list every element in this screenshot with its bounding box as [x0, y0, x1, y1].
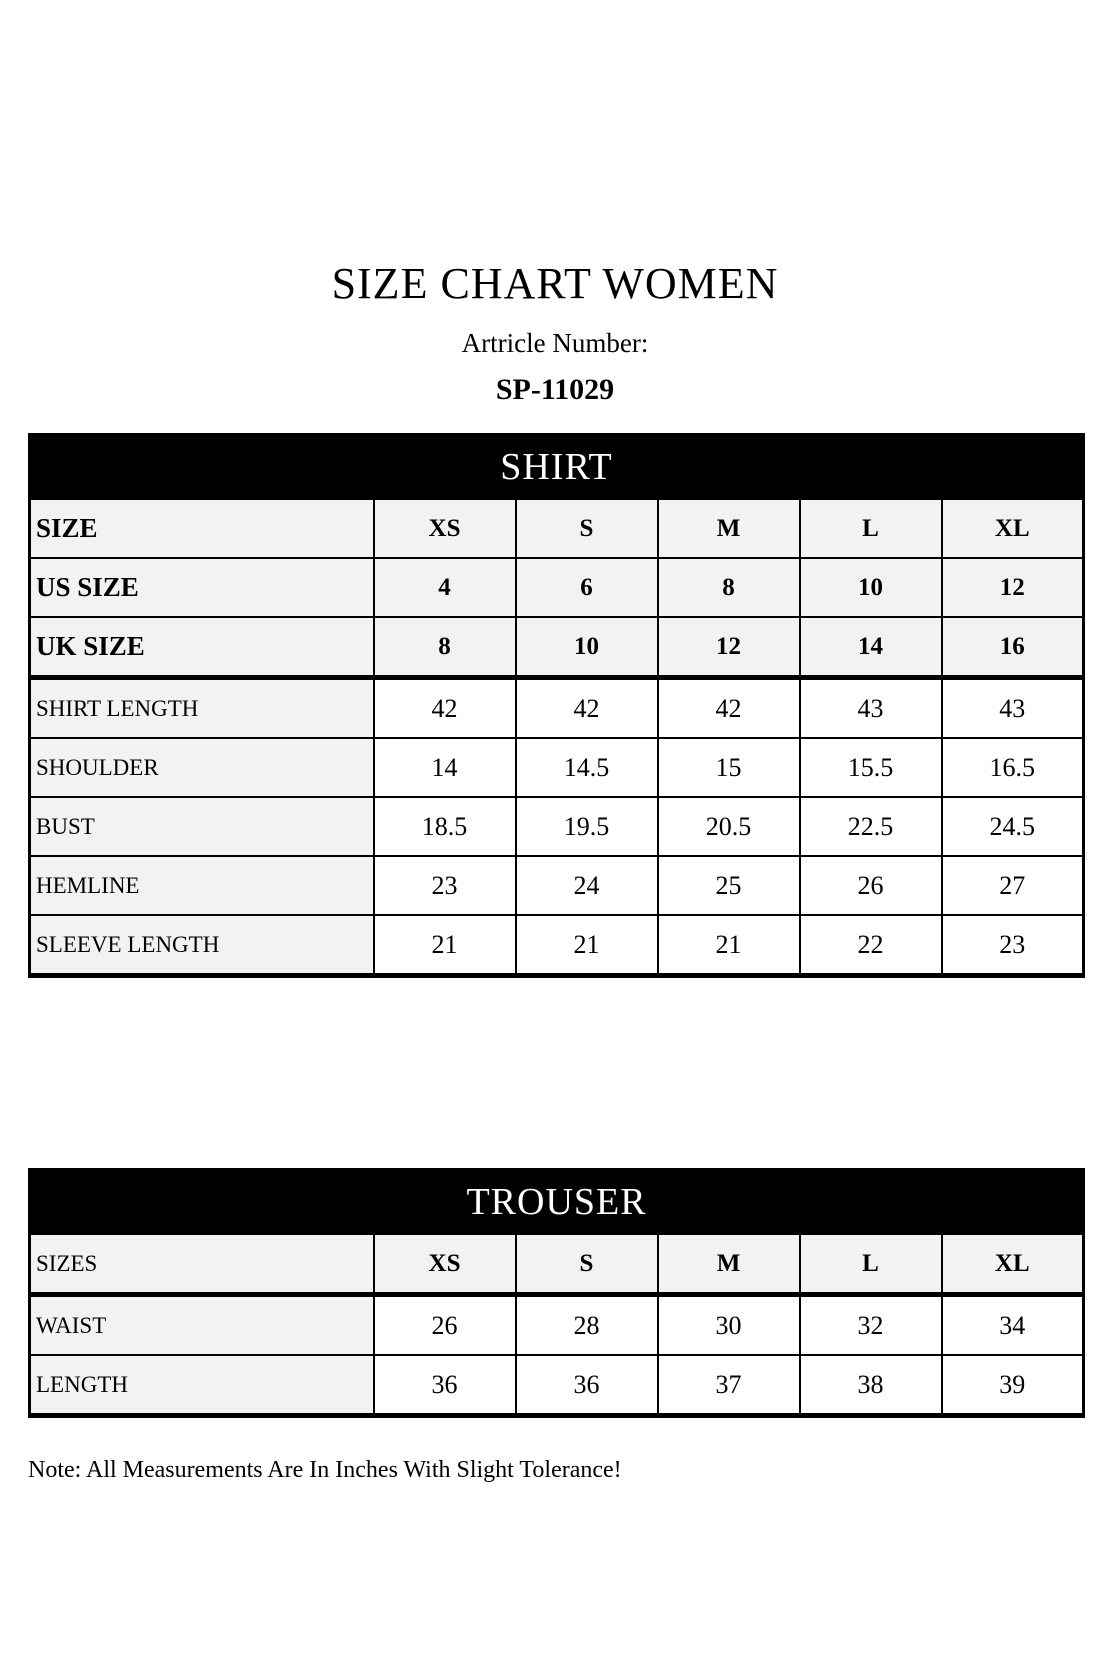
value-cell: 42 [374, 678, 516, 739]
value-cell: 12 [942, 558, 1084, 617]
value-cell: 16.5 [942, 738, 1084, 797]
value-cell: 21 [658, 915, 800, 976]
value-cell: 14.5 [516, 738, 658, 797]
value-cell: 22 [800, 915, 942, 976]
value-cell: 34 [942, 1295, 1084, 1356]
value-cell: 4 [374, 558, 516, 617]
table-row [30, 797, 1084, 856]
value-cell: XL [942, 1234, 1084, 1295]
value-cell: 38 [800, 1355, 942, 1416]
trouser-table-header-row [30, 1170, 1084, 1235]
table-row [30, 738, 1084, 797]
value-cell: 30 [658, 1295, 800, 1356]
value-cell: 21 [374, 915, 516, 976]
row-label: SLEEVE LENGTH [30, 915, 374, 976]
table-row [30, 678, 1084, 739]
row-label: SIZE [30, 499, 374, 558]
value-cell: 16 [942, 617, 1084, 678]
row-label: SHOULDER [30, 738, 374, 797]
trouser-table-title: TROUSER [30, 1170, 1084, 1235]
value-cell: 14 [374, 738, 516, 797]
value-cell: 14 [800, 617, 942, 678]
value-cell: 18.5 [374, 797, 516, 856]
value-cell: 28 [516, 1295, 658, 1356]
value-cell: 26 [374, 1295, 516, 1356]
value-cell: 20.5 [658, 797, 800, 856]
row-label: LENGTH [30, 1355, 374, 1416]
value-cell: XS [374, 1234, 516, 1295]
row-label: BUST [30, 797, 374, 856]
value-cell: L [800, 499, 942, 558]
table-row [30, 499, 1084, 558]
shirt-table-title: SHIRT [30, 435, 1084, 500]
row-label: US SIZE [30, 558, 374, 617]
value-cell: 10 [516, 617, 658, 678]
value-cell: 8 [374, 617, 516, 678]
value-cell: XS [374, 499, 516, 558]
value-cell: 10 [800, 558, 942, 617]
value-cell: 43 [800, 678, 942, 739]
value-cell: 8 [658, 558, 800, 617]
value-cell: 23 [942, 915, 1084, 976]
row-label: UK SIZE [30, 617, 374, 678]
value-cell: 24 [516, 856, 658, 915]
value-cell: 43 [942, 678, 1084, 739]
value-cell: M [658, 499, 800, 558]
row-label: HEMLINE [30, 856, 374, 915]
value-cell: 36 [516, 1355, 658, 1416]
value-cell: 19.5 [516, 797, 658, 856]
table-row [30, 1295, 1084, 1356]
table-row [30, 558, 1084, 617]
value-cell: 12 [658, 617, 800, 678]
table-row [30, 617, 1084, 678]
value-cell: S [516, 499, 658, 558]
article-number-value: SP-11029 [495, 373, 615, 406]
value-cell: 32 [800, 1295, 942, 1356]
value-cell: 22.5 [800, 797, 942, 856]
table-row [30, 915, 1084, 976]
page-title: SIZE CHART WOMEN [331, 259, 779, 308]
value-cell: 23 [374, 856, 516, 915]
shirt-size-table [28, 433, 1085, 978]
value-cell: 42 [516, 678, 658, 739]
row-label: SIZES [30, 1234, 374, 1295]
shirt-table-header-row [30, 435, 1084, 500]
value-cell: 39 [942, 1355, 1084, 1416]
value-cell: 24.5 [942, 797, 1084, 856]
value-cell: 25 [658, 856, 800, 915]
value-cell: 21 [516, 915, 658, 976]
value-cell: 36 [374, 1355, 516, 1416]
table-row [30, 1355, 1084, 1416]
value-cell: 37 [658, 1355, 800, 1416]
row-label: SHIRT LENGTH [30, 678, 374, 739]
value-cell: L [800, 1234, 942, 1295]
value-cell: S [516, 1234, 658, 1295]
value-cell: 15.5 [800, 738, 942, 797]
value-cell: M [658, 1234, 800, 1295]
value-cell: 15 [658, 738, 800, 797]
table-row [30, 1234, 1084, 1295]
document-header [0, 0, 1110, 405]
article-number-label: Artricle Number: [461, 328, 649, 358]
value-cell: 27 [942, 856, 1084, 915]
trouser-size-table [28, 1168, 1085, 1418]
value-cell: 42 [658, 678, 800, 739]
value-cell: 6 [516, 558, 658, 617]
value-cell: XL [942, 499, 1084, 558]
measurement-note: Note: All Measurements Are In Inches With Slight Tolerance! [28, 1457, 622, 1483]
table-row [30, 856, 1084, 915]
value-cell: 26 [800, 856, 942, 915]
row-label: WAIST [30, 1295, 374, 1356]
